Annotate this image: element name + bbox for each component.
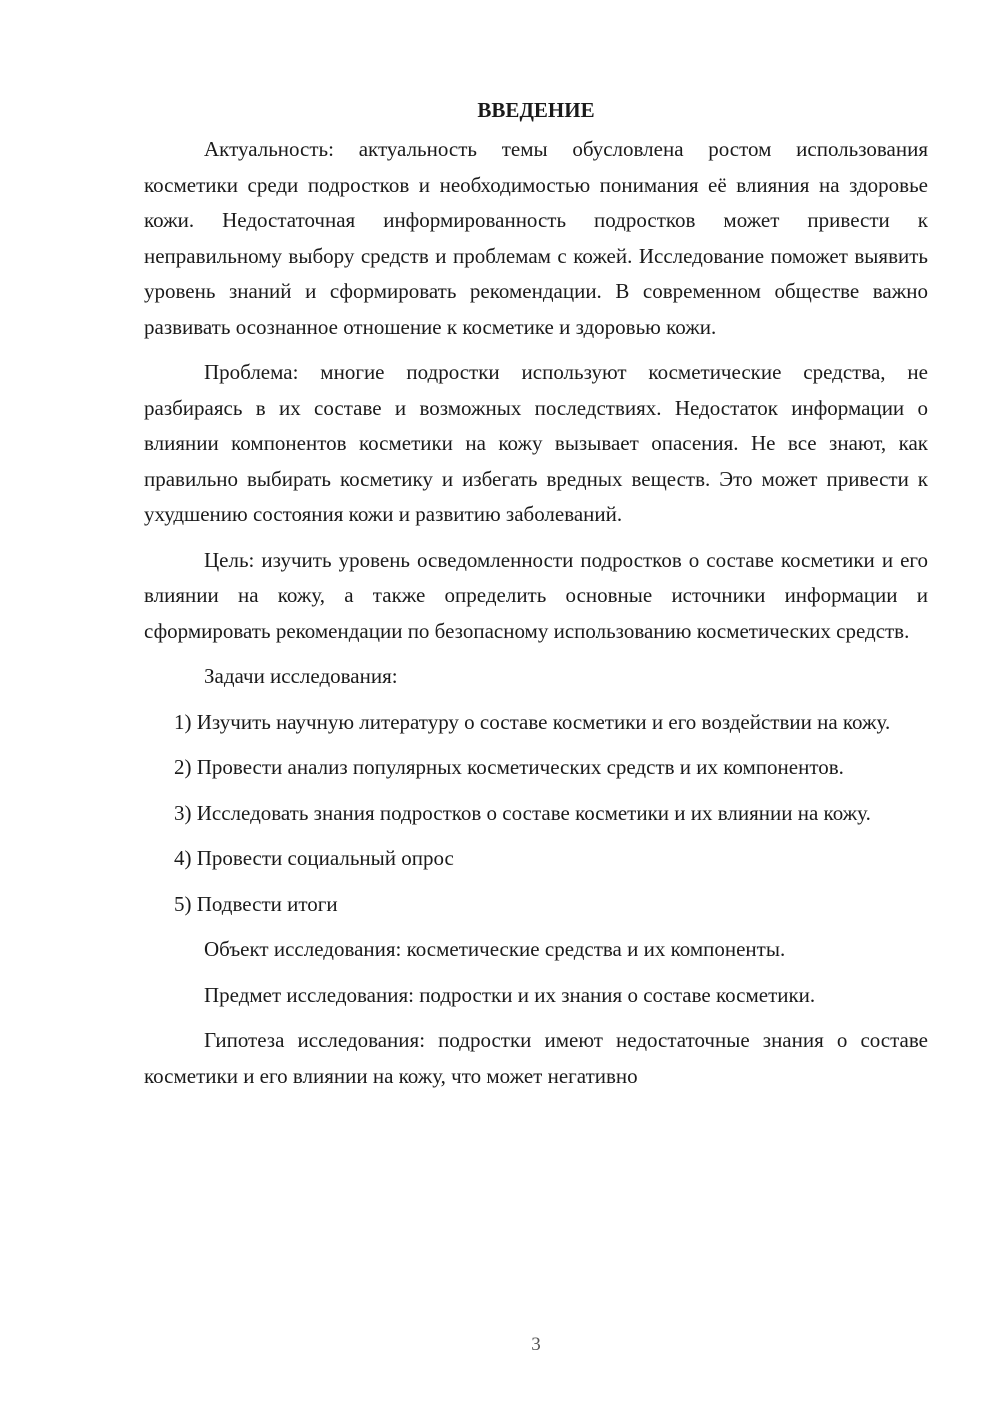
section-heading: ВВЕДЕНИЕ	[477, 98, 595, 122]
page-number: 3	[531, 1334, 541, 1355]
problem-paragraph: Проблема: многие подростки используют косметические средства, не разбираясь в их составе и возможных последствиях. Недостаток информации о влиянии компонентов косметики на кожу вызывает опасения. Не все знают, как правильно выбирать косметику и избегать вредных веществ. Это может привести к ухудшению состояния кожи и развитию заболеваний.	[144, 360, 928, 526]
hypothesis-paragraph: Гипотеза исследования: подростки имеют недостаточные знания о составе косметики и его влиянии на кожу, что может негативно	[144, 1028, 928, 1088]
task-item-5: 5) Подвести итоги	[174, 891, 338, 916]
goal-paragraph: Цель: изучить уровень осведомленности подростков о составе косметики и его влиянии на кожу, а также определить основные источники информации и сформировать рекомендации по безопасному использованию косметических средств.	[144, 547, 928, 643]
object-paragraph: Объект исследования: косметические средства и их компоненты.	[204, 937, 786, 961]
task-item-2: 2) Провести анализ популярных косметических средств и их компонентов.	[174, 755, 844, 779]
tasks-title: Задачи исследования:	[204, 664, 398, 688]
task-item-4: 4) Провести социальный опрос	[174, 846, 454, 870]
task-item-1: 1) Изучить научную литературу о составе косметики и его воздействии на кожу.	[174, 709, 891, 734]
relevance-paragraph: Актуальность: актуальность темы обусловлена ростом использования косметики среди подростков и необходимостью понимания её влияния на здоровье кожи. Недостаточная информированность подростков может привести к неправильному выбору средств и проблемам с кожей. Исследование поможет выявить уровень знаний и сформировать рекомендации. В современном обществе важно развивать осознанное отношение к косметике и здоровью кожи.	[144, 137, 928, 339]
task-item-3: 3) Исследовать знания подростков о составе косметики и их влиянии на кожу.	[174, 800, 871, 825]
document-page	[144, 94, 928, 1104]
subject-paragraph: Предмет исследования: подростки и их знания о составе косметики.	[204, 982, 816, 1007]
